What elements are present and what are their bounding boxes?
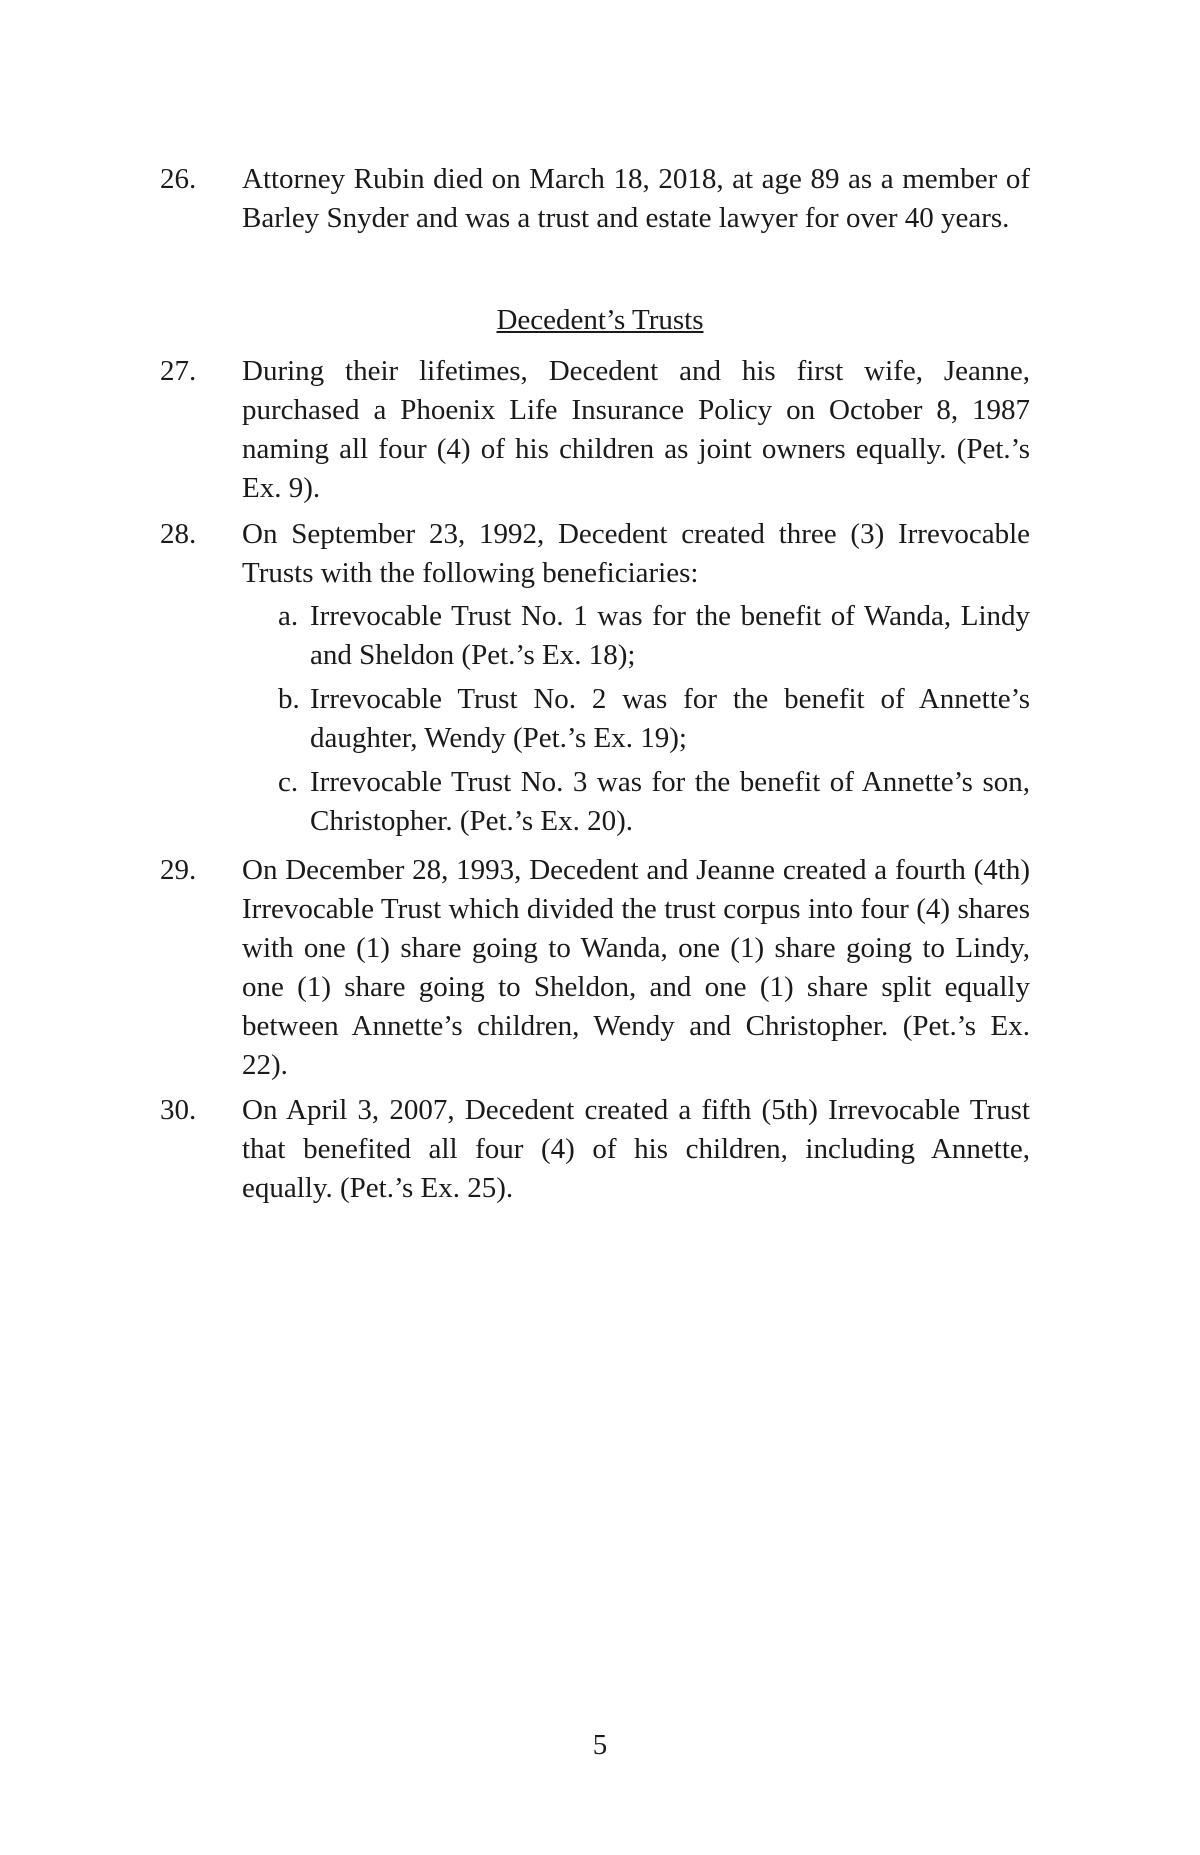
subitem-b [278,680,1030,758]
paragraph-27 [160,352,1030,508]
subitem-label: a. [278,600,299,632]
paragraph-26 [160,160,1030,238]
paragraph-28 [160,515,1030,593]
subitem-text: Irrevocable Trust No. 1 was for the benefit of Wanda, Lindy and Sheldon (Pet.’s Ex. 18); [310,600,1030,671]
paragraph-number: 28. [160,518,197,550]
paragraph-text: During their lifetimes, Decedent and his first wife, Jeanne, purchased a Phoenix Life Insurance Policy on October 8, 1987 naming all four (4) of his children as joint owners equally. (Pet.’s Ex. 9). [242,355,1030,504]
paragraph-29 [160,851,1030,1085]
paragraph-number: 30. [160,1094,197,1126]
section-heading: Decedent’s Trusts [496,304,704,336]
paragraph-text: On September 23, 1992, Decedent created three (3) Irrevocable Trusts with the following beneficiaries: [242,518,1030,589]
paragraph-30 [160,1091,1030,1208]
page-number: 5 [592,1729,608,1761]
subitem-text: Irrevocable Trust No. 3 was for the benefit of Annette’s son, Christopher. (Pet.’s Ex. 20). [310,766,1030,837]
paragraph-number: 26. [160,163,197,195]
paragraph-text: On April 3, 2007, Decedent created a fifth (5th) Irrevocable Trust that benefited all four (4) of his children, including Annette, equally. (Pet.’s Ex. 25). [242,1094,1030,1204]
paragraph-text: Attorney Rubin died on March 18, 2018, at age 89 as a member of Barley Snyder and was a trust and estate lawyer for over 40 years. [242,163,1030,234]
paragraph-text: On December 28, 1993, Decedent and Jeanne created a fourth (4th) Irrevocable Trust which divided the trust corpus into four (4) shares with one (1) share going to Wanda, one (1) share going to Lindy, one (1) share going to Sheldon, and one (1) share split equally between Annette’s children, Wendy and Christopher. (Pet.’s Ex. 22). [242,854,1030,1081]
subitem-c [278,763,1030,841]
paragraph-number: 27. [160,355,197,387]
subitem-text: Irrevocable Trust No. 2 was for the benefit of Annette’s daughter, Wendy (Pet.’s Ex. 19); [310,683,1030,754]
subitem-a [278,597,1030,675]
subitem-label: c. [278,766,299,798]
paragraph-number: 29. [160,854,197,886]
subitem-label: b. [278,683,300,715]
